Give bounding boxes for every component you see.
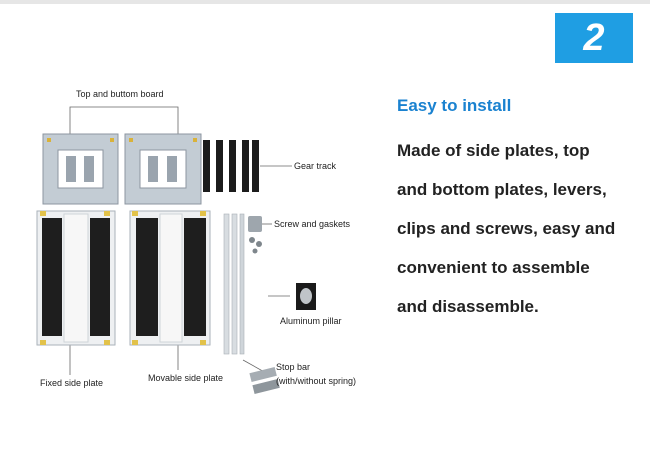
screws-gaskets <box>248 216 262 254</box>
description-line: clips and screws, easy and <box>397 219 616 238</box>
top-board-left <box>43 134 118 204</box>
aluminum-pillars <box>224 214 244 354</box>
description-line: convenient to assemble <box>397 258 590 277</box>
description <box>397 131 647 326</box>
pillar-section <box>296 283 316 310</box>
label-stop-bar-note: (with/without spring) <box>276 376 357 386</box>
description-line: and bottom plates, levers, <box>397 180 607 199</box>
description-line: and disassemble. <box>397 297 539 316</box>
movable-side-plate <box>130 211 210 345</box>
gear-tracks <box>203 140 259 192</box>
section-heading: Easy to install <box>397 96 512 115</box>
label-screw-gaskets: Screw and gaskets <box>274 219 351 229</box>
label-stop-bar: Stop bar <box>276 362 311 372</box>
label-gear-track: Gear track <box>294 161 337 171</box>
label-movable-side-plate: Movable side plate <box>148 373 224 383</box>
label-aluminum-pillar: Aluminum pillar <box>280 316 342 326</box>
step-number-badge: 2 <box>555 13 633 63</box>
top-board-right <box>125 134 201 204</box>
label-fixed-side-plate: Fixed side plate <box>40 378 104 388</box>
fixed-side-plate <box>37 211 115 345</box>
label-top-bottom-board: Top and buttom board <box>76 89 164 99</box>
description-line: Made of side plates, top <box>397 141 590 160</box>
